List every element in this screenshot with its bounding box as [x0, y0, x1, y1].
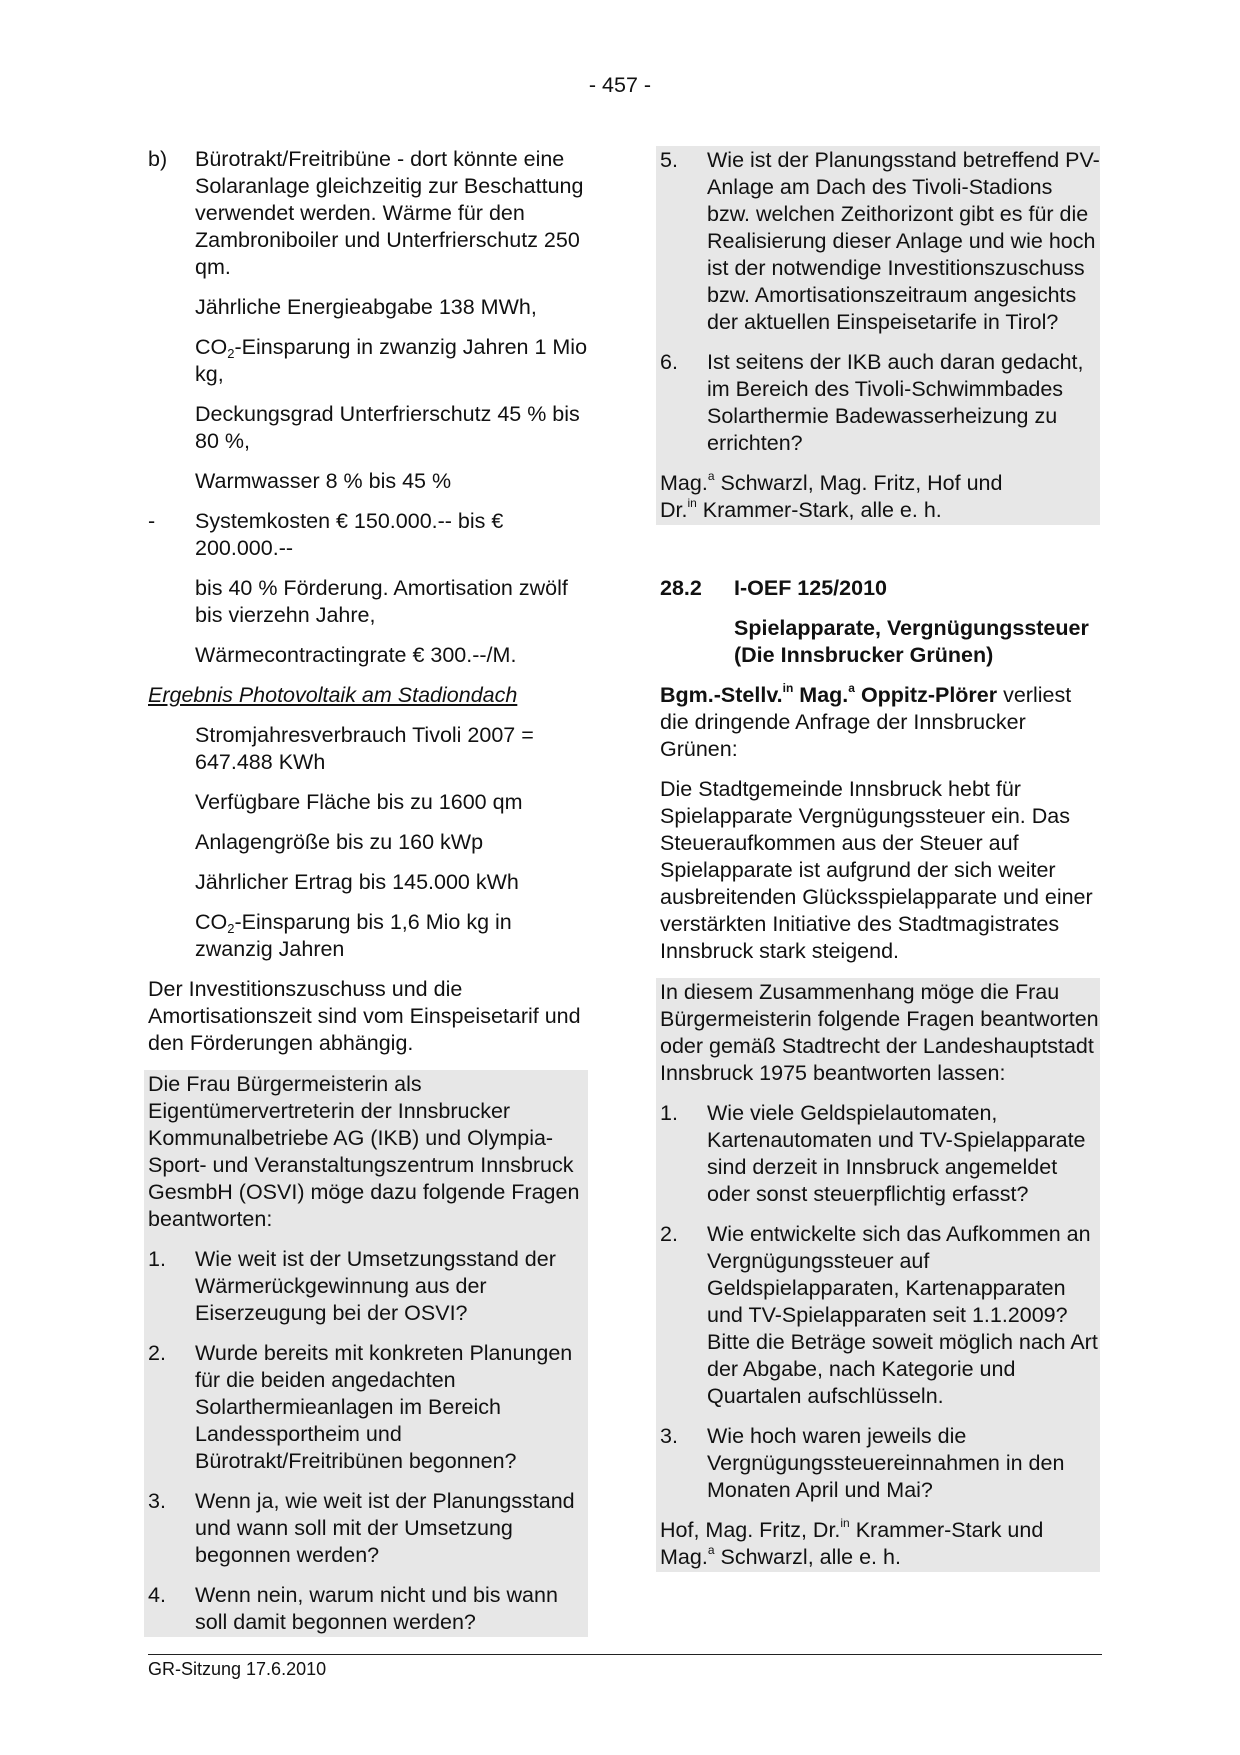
coverage-line: Deckungsgrad Unterfrierschutz 45 % bis 80 %, [195, 402, 580, 453]
agenda-title: Spielapparate, Vergnügungssteuer (Die Innsbrucker Grünen) [734, 616, 1089, 667]
question-item: 2. Wurde bereits mit konkreten Planungen für die beiden angedachten Solarthermieanlagen im Bereich Landessportheim und Bürotrakt/Freitribünen begonnen? [148, 1341, 573, 1473]
question-item: 2. Wie entwickelte sich das Aufkommen an Vergnügungssteuer auf Geldspielapparaten, Kartenapparaten und TV-Spielapparaten seit 1.1.2009? Bitte die Beträge soweit möglich nach Art der Abgabe, nach Kategorie und Quartalen aufschlüsseln. [660, 1222, 1098, 1408]
signers-second: Hof, Mag. Fritz, Dr.$^{in}$ Krammer-Stark und Mag.$^a$ Schwarzl, alle e. h. [660, 1516, 1044, 1569]
item-b [148, 146, 590, 281]
question-item: 4. Wenn nein, warum nicht und bis wann soll damit begonnen werden? [148, 1583, 558, 1634]
footer-rule [148, 1654, 1102, 1655]
investment-paragraph: Der Investitionszuschuss und die Amortisationszeit sind vom Einspeisetarif und den Förderungen abhängig. [148, 977, 581, 1055]
pv-item: Verfügbare Fläche bis zu 1600 qm [195, 790, 523, 814]
speaker-paragraph: Bgm.-Stellv.$^{in}$ Mag.$^a$ Oppitz-Plörer verliest die dringende Anfrage der Innsbrucker Grünen: [660, 681, 1072, 761]
pv-item: Anlagengröße bis zu 160 kWp [195, 830, 484, 854]
pv-item: Stromjahresverbrauch Tivoli 2007 = 647.488 KWh [195, 723, 534, 774]
shaded-questions-right-bottom [656, 978, 1100, 1572]
co2-line: $CO_2$-Einsparung in zwanzig Jahren 1 Mio kg, [195, 335, 588, 386]
item-b-text: Bürotrakt/Freitribüne - dort könnte eine Solaranlage gleichzeitig zur Beschattung verwendet werden. Wärme für den Zambroniboiler und Unterfrierschutz 250 qm. [195, 147, 584, 279]
item-b-label: b) [148, 147, 168, 171]
system-costs [148, 508, 590, 562]
footer-session-date: GR-Sitzung 17.6.2010 [148, 1659, 327, 1679]
question-item: 5. Wie ist der Planungsstand betreffend PV-Anlage am Dach des Tivoli-Stadions bzw. welchen Zeithorizont gibt es für die Realisierung dieser Anlage und wie hoch ist der notwendige Investitionszuschuss bzw. Amortisationszeitraum angesichts der aktuellen Einspeisetarife in Tirol? [660, 148, 1100, 334]
energy-line: Jährliche Energieabgabe 138 MWh, [195, 295, 537, 319]
question-item: 3. Wenn ja, wie weit ist der Planungsstand und wann soll mit der Umsetzung begonnen werden? [148, 1489, 575, 1567]
question-item: 1. Wie weit ist der Umsetzungsstand der Wärmerückgewinnung aus der Eiserzeugung bei der OSVI? [148, 1247, 556, 1325]
question-item: 6. Ist seitens der IKB auch daran gedacht, im Bereich des Tivoli-Schwimmbades Solarthermie Badewasserheizung zu errichten? [660, 350, 1084, 455]
question-item: 3. Wie hoch waren jeweils die Vergnügungssteuereinnahmen in den Monaten April und Mai? [660, 1424, 1065, 1502]
agenda-number: 28.2 [660, 576, 702, 600]
question-item: 1. Wie viele Geldspielautomaten, Kartenautomaten und TV-Spielapparate sind derzeit in Innsbruck angemeldet oder sonst steuerpflichtig erfasst? [660, 1101, 1086, 1206]
shaded-questions-left [144, 1070, 588, 1637]
shaded-questions-right-top [656, 146, 1100, 525]
agenda-item-header [660, 575, 1100, 602]
left-column [148, 146, 590, 1650]
shaded-intro-left: Die Frau Bürgermeisterin als Eigentümervertreterin der Innsbrucker Kommunalbetriebe AG (IKB) und Olympia-Sport- und Veranstaltungszentrum Innsbruck GesmbH (OSVI) möge dazu folgende Fragen beantworten: [148, 1072, 580, 1231]
pv-item: Jährlicher Ertrag bis 145.000 kWh [195, 870, 519, 894]
warmwater-line: Warmwasser 8 % bis 45 % [195, 469, 452, 493]
right-column [660, 146, 1100, 1585]
body-paragraph: Die Stadtgemeinde Innsbruck hebt für Spielapparate Vergnügungssteuer ein. Das Steueraufkommen aus der Steuer auf Spielapparate ist aufgrund der sich weiter ausbreitenden Glücksspielapparate und einer verstärkten Initiative des Stadtmagistrates Innsbruck stark steigend. [660, 777, 1093, 963]
page-number: - 457 - [588, 73, 652, 97]
system-costs-text: Systemkosten € 150.000.-- bis € 200.000.-- [195, 509, 504, 560]
contracting-line: Wärmecontractingrate € 300.--/M. [195, 643, 517, 667]
signers-first: Mag.$^a$ Schwarzl, Mag. Fritz, Hof und Dr.$^{in}$ Krammer-Stark, alle e. h. [660, 469, 1003, 522]
dash-bullet: - [148, 509, 156, 533]
pv-heading: Ergebnis Photovoltaik am Stadiondach [148, 683, 518, 707]
funding-line: bis 40 % Förderung. Amortisation zwölf bis vierzehn Jahre, [195, 576, 568, 627]
shaded-intro-right: In diesem Zusammenhang möge die Frau Bürgermeisterin folgende Fragen beantworten oder gemäß Stadtrecht der Landeshauptstadt Innsbruck 1975 beantworten lassen: [660, 980, 1099, 1085]
agenda-code: I-OEF 125/2010 [734, 576, 887, 600]
pv-co2-line: $CO_2$-Einsparung bis 1,6 Mio kg in zwanzig Jahren [195, 910, 512, 961]
